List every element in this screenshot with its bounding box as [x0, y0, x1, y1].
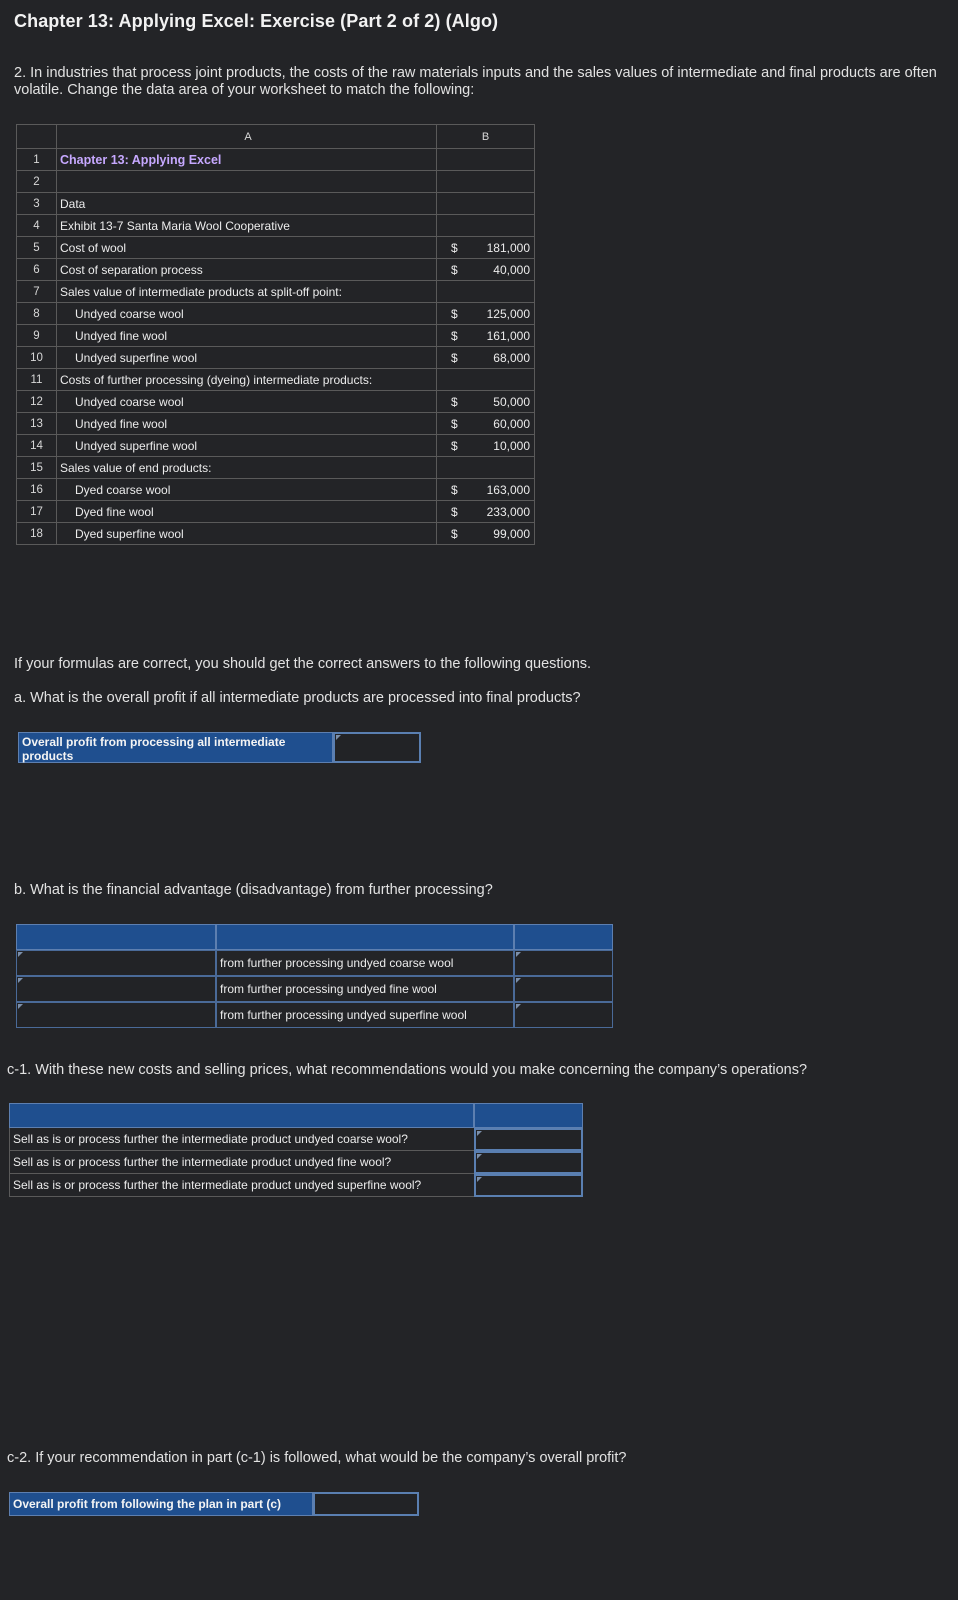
sheet-row [17, 237, 535, 259]
dollar-sign: $ [451, 483, 458, 497]
sheet-row [17, 281, 535, 303]
input-marker-icon [477, 1177, 482, 1182]
input-marker-icon [18, 1004, 23, 1009]
dollar-sign: $ [451, 351, 458, 365]
row-value-cell [437, 457, 535, 479]
dollar-sign: $ [451, 527, 458, 541]
input-marker-icon [516, 1004, 521, 1009]
advantage-row-label: from further processing undyed fine wool [216, 976, 514, 1002]
row-number: 6 [17, 259, 57, 281]
input-marker-icon [18, 952, 23, 957]
row-label-cell [57, 479, 437, 501]
row-label-cell [57, 237, 437, 259]
row-number: 4 [17, 215, 57, 237]
dollar-sign: $ [451, 395, 458, 409]
row-label-cell [57, 457, 437, 479]
row-number: 11 [17, 369, 57, 391]
advantage-amount-input[interactable] [16, 950, 216, 976]
row-number: 7 [17, 281, 57, 303]
recommendation-question: Sell as is or process further the intermediate product undyed coarse wool? [9, 1128, 474, 1151]
row-number: 9 [17, 325, 57, 347]
row-value-cell [437, 171, 535, 193]
row-label-cell [57, 149, 437, 171]
row-label: Exhibit 13-7 Santa Maria Wool Cooperative [60, 218, 290, 233]
row-value-cell [437, 369, 535, 391]
row-label: Dyed coarse wool [75, 482, 171, 497]
row-value-cell [437, 479, 535, 501]
dollar-sign: $ [451, 329, 458, 343]
row-value-cell [437, 215, 535, 237]
row-label-cell [57, 215, 437, 237]
dollar-sign: $ [451, 241, 458, 255]
row-number: 17 [17, 501, 57, 523]
row-label-cell [57, 325, 437, 347]
advantage-result-input[interactable] [514, 976, 613, 1002]
row-label-cell [57, 171, 437, 193]
advantage-row-label: from further processing undyed coarse wool [216, 950, 514, 976]
row-label: Costs of further processing (dyeing) intermediate products: [60, 372, 373, 387]
sheet-row [17, 391, 535, 413]
row-value-cell [437, 193, 535, 215]
check-text: If your formulas are correct, you should get the correct answers to the following questions. [14, 656, 592, 672]
recommendation-select[interactable] [474, 1128, 583, 1151]
row-number: 16 [17, 479, 57, 501]
recommendation-question: Sell as is or process further the intermediate product undyed superfine wool? [9, 1174, 474, 1197]
plan-profit-label: Overall profit from following the plan in part (c) [9, 1492, 313, 1516]
row-value: 50,000 [493, 395, 530, 409]
dollar-sign: $ [451, 439, 458, 453]
intro-text: 2. In industries that process joint products, the costs of the raw materials inputs and the sales values of intermediate and final products are often volatile. Change the data area of your worksheet to match the following: [14, 65, 937, 98]
row-value: 163,000 [486, 483, 530, 497]
row-label-cell [57, 413, 437, 435]
sheet-row [17, 479, 535, 501]
sheet-row [17, 347, 535, 369]
row-label: Sales value of intermediate products at split-off point: [60, 284, 342, 299]
input-marker-icon [477, 1154, 482, 1159]
row-number: 13 [17, 413, 57, 435]
question-b: b. What is the financial advantage (disadvantage) from further processing? [14, 882, 493, 898]
row-number: 10 [17, 347, 57, 369]
sheet-row [17, 215, 535, 237]
row-value: 60,000 [493, 417, 530, 431]
sheet-row [17, 193, 535, 215]
row-label: Chapter 13: Applying Excel [60, 152, 222, 167]
sheet-row [17, 413, 535, 435]
row-value-cell [437, 281, 535, 303]
dollar-sign: $ [451, 417, 458, 431]
row-value-cell [437, 435, 535, 457]
row-number: 1 [17, 149, 57, 171]
row-label-cell [57, 369, 437, 391]
row-number: 12 [17, 391, 57, 413]
input-marker-icon [18, 978, 23, 983]
row-label-cell [57, 347, 437, 369]
row-label: Dyed fine wool [75, 504, 154, 519]
sheet-row [17, 457, 535, 479]
row-value-cell [437, 149, 535, 171]
row-value: 10,000 [493, 439, 530, 453]
row-number: 2 [17, 171, 57, 193]
row-number: 18 [17, 523, 57, 545]
row-label: Data [60, 196, 86, 211]
row-value-cell [437, 523, 535, 545]
row-value: 125,000 [486, 307, 530, 321]
row-label-cell [57, 523, 437, 545]
row-label: Undyed coarse wool [75, 394, 184, 409]
row-label: Dyed superfine wool [75, 526, 184, 541]
input-marker-icon [477, 1131, 482, 1136]
advantage-amount-input[interactable] [16, 1002, 216, 1028]
table-b-header-col1 [16, 924, 216, 950]
row-value-cell [437, 501, 535, 523]
row-label: Undyed coarse wool [75, 306, 184, 321]
sheet-row [17, 501, 535, 523]
row-label: Undyed superfine wool [75, 350, 198, 365]
advantage-result-input[interactable] [514, 950, 613, 976]
sheet-row [17, 369, 535, 391]
row-label: Undyed fine wool [75, 328, 168, 343]
row-label-cell [57, 259, 437, 281]
row-label: Sales value of end products: [60, 460, 212, 475]
row-label-cell [57, 303, 437, 325]
row-number: 14 [17, 435, 57, 457]
column-b-header: B [437, 125, 535, 149]
row-value: 99,000 [493, 527, 530, 541]
recommendations-table [9, 1103, 583, 1199]
dollar-sign: $ [451, 505, 458, 519]
row-label-cell [57, 501, 437, 523]
input-marker-icon [516, 978, 521, 983]
sheet-row [17, 523, 535, 545]
question-c2: c-2. If your recommendation in part (c-1) is followed, what would be the company’s overall profit? [7, 1450, 627, 1466]
row-number: 5 [17, 237, 57, 259]
row-value: 233,000 [486, 505, 530, 519]
row-label-cell [57, 435, 437, 457]
row-value: 181,000 [486, 241, 530, 255]
column-a-header: A [57, 125, 437, 149]
advantage-row-label: from further processing undyed superfine wool [216, 1002, 514, 1028]
financial-advantage-table [16, 924, 613, 1028]
dollar-sign: $ [451, 263, 458, 277]
row-value: 161,000 [486, 329, 530, 343]
table-b-header-col3 [514, 924, 613, 950]
sheet-row [17, 325, 535, 347]
input-marker-icon [336, 735, 341, 740]
question-a: a. What is the overall profit if all intermediate products are processed into final products? [14, 690, 581, 706]
row-value-cell [437, 347, 535, 369]
sheet-row [17, 149, 535, 171]
sheet-row [17, 171, 535, 193]
row-number: 8 [17, 303, 57, 325]
row-label: Undyed fine wool [75, 416, 168, 431]
row-value: 68,000 [493, 351, 530, 365]
row-label: Cost of separation process [60, 262, 203, 277]
sheet-row [17, 435, 535, 457]
recommendation-question: Sell as is or process further the intermediate product undyed fine wool? [9, 1151, 474, 1174]
row-number: 3 [17, 193, 57, 215]
row-value-cell [437, 391, 535, 413]
overall-profit-input[interactable] [333, 732, 421, 763]
table-c1-header-col1 [9, 1103, 474, 1128]
row-label-cell [57, 193, 437, 215]
table-c1-header-col2 [474, 1103, 583, 1128]
plan-profit-input[interactable] [313, 1492, 419, 1516]
page-title: Chapter 13: Applying Excel: Exercise (Part 2 of 2) (Algo) [14, 11, 499, 31]
row-label: Cost of wool [60, 240, 127, 255]
worksheet-data-table [16, 124, 535, 545]
advantage-amount-input[interactable] [16, 976, 216, 1002]
row-value: 40,000 [493, 263, 530, 277]
question-c1: c-1. With these new costs and selling prices, what recommendations would you make concerning the company’s operations? [7, 1062, 808, 1078]
overall-profit-label: Overall profit from processing all intermediate products [18, 732, 333, 763]
row-label: Undyed superfine wool [75, 438, 198, 453]
corner-cell [17, 125, 57, 149]
row-number: 15 [17, 457, 57, 479]
row-label-cell [57, 391, 437, 413]
row-value-cell [437, 325, 535, 347]
table-b-header-col2 [216, 924, 514, 950]
advantage-result-input[interactable] [514, 1002, 613, 1028]
dollar-sign: $ [451, 307, 458, 321]
recommendation-select[interactable] [474, 1151, 583, 1174]
row-value-cell [437, 259, 535, 281]
row-value-cell [437, 237, 535, 259]
sheet-row [17, 303, 535, 325]
column-header-row [17, 125, 535, 149]
row-value-cell [437, 303, 535, 325]
recommendation-select[interactable] [474, 1174, 583, 1197]
row-value-cell [437, 413, 535, 435]
row-label-cell [57, 281, 437, 303]
input-marker-icon [516, 952, 521, 957]
sheet-row [17, 259, 535, 281]
